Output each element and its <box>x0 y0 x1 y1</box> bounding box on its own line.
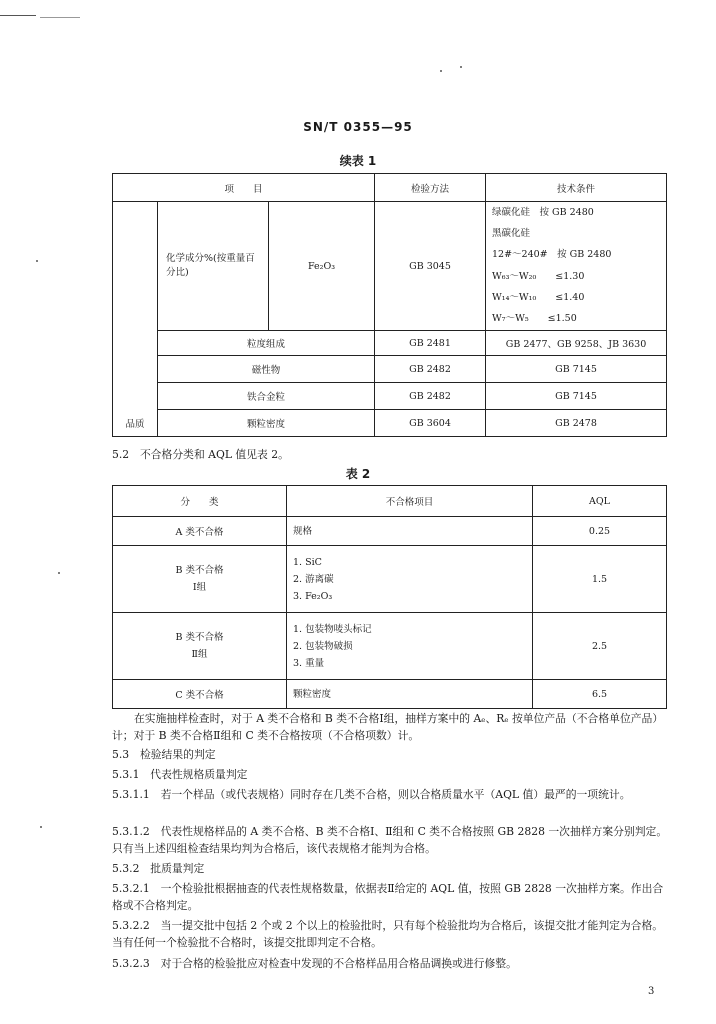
section-5-3-2: 5.3.2 批质量判定 <box>112 862 205 875</box>
row-item: 磁性物 <box>158 356 375 383</box>
row-item: 颗粒密度 <box>158 410 375 437</box>
nonconformity-item: 1. 包装物唛头标记 <box>293 623 372 635</box>
class-label: A 类不合格 <box>113 517 287 546</box>
aql-value: 1.5 <box>533 546 667 613</box>
header-items: 不合格项目 <box>287 486 533 517</box>
nonconformity-item: 3. Fe₂O₃ <box>293 590 333 602</box>
scan-dot-artifact <box>40 826 42 828</box>
table2-caption: 表 2 <box>345 467 371 481</box>
inspection-table <box>112 173 667 437</box>
table-row <box>113 410 667 437</box>
nonconformity-items <box>287 613 533 680</box>
header-class: 分 类 <box>113 486 287 517</box>
tech-line: 绿碳化硅 按 GB 2480 <box>492 207 594 218</box>
table-row <box>113 680 667 709</box>
nonconformity-item: 3. 重量 <box>293 657 325 669</box>
tech-line: W₇～W₅ ≤1.50 <box>492 312 577 324</box>
tech-line: W₁₄～W₁₀ ≤1.40 <box>492 291 585 303</box>
class-label <box>113 613 287 680</box>
row-spec: GB 7145 <box>486 356 667 383</box>
scan-line-artifact <box>0 15 36 16</box>
header-item: 项 目 <box>113 174 375 202</box>
table-row <box>113 202 667 331</box>
aql-value: 0.25 <box>533 517 667 546</box>
table-row <box>113 546 667 613</box>
row-spec: GB 7145 <box>486 383 667 410</box>
table1-caption: 续表 1 <box>339 154 377 168</box>
nonconformity-item: 规格 <box>287 517 533 546</box>
nonconformity-items <box>287 546 533 613</box>
paragraph-5-3-2-3: 5.3.2.3 对于合格的检验批应对检查中发现的不合格样品用合格品调换或进行修整。 <box>112 957 517 970</box>
table-row <box>113 517 667 546</box>
nonconformity-item: 颗粒密度 <box>287 680 533 709</box>
row-spec: GB 2478 <box>486 410 667 437</box>
class-label: C 类不合格 <box>113 680 287 709</box>
header-method: 检验方法 <box>375 174 486 202</box>
paragraph-5-3-1-1: 5.3.1.1 若一个样品（或代表规格）同时存在几类不合格，则以合格质量水平（AQL 值）最严的一项统计。 <box>112 788 631 801</box>
nonconformity-item: 1. SiC <box>293 556 322 568</box>
table-row <box>113 383 667 410</box>
chem-item: Fe₂O₃ <box>269 202 375 331</box>
scan-dot-artifact <box>58 572 60 574</box>
row-item: 粒度组成 <box>158 331 375 356</box>
row-item: 铁合金粒 <box>158 383 375 410</box>
paragraph-sampling: 在实施抽样检查时，对于 A 类不合格和 B 类不合格Ⅰ组，抽样方案中的 Aₑ、Rₑ 按单位产品（不合格单位产品）计；对于 B 类不合格Ⅱ组和 C 类不合格按项（不合格项数）计。 <box>112 712 664 742</box>
group-label: 品质 <box>113 202 158 437</box>
row-method: GB 2482 <box>375 383 486 410</box>
class-name: B 类不合格 <box>175 565 224 576</box>
row-spec: GB 2477、GB 9258、JB 3630 <box>486 331 667 356</box>
class-group: Ⅱ组 <box>191 649 208 660</box>
table-row <box>113 331 667 356</box>
scan-line-artifact <box>40 17 80 18</box>
scan-dot-artifact <box>460 66 462 68</box>
section-5-3: 5.3 检验结果的判定 <box>112 748 216 761</box>
nonconformity-item: 2. 游离碳 <box>293 573 334 585</box>
aql-value: 2.5 <box>533 613 667 680</box>
class-name: B 类不合格 <box>175 632 224 643</box>
chem-method: GB 3045 <box>375 202 486 331</box>
document-code: SN/T 0355—95 <box>303 120 413 134</box>
scan-dot-artifact <box>440 70 442 72</box>
chem-label: 化学成分%(按重量百分比) <box>158 202 269 331</box>
aql-value: 6.5 <box>533 680 667 709</box>
row-method: GB 2481 <box>375 331 486 356</box>
table-header-row <box>113 486 667 517</box>
page-number: 3 <box>648 986 655 997</box>
tech-line: 12#～240# 按 GB 2480 <box>492 249 612 261</box>
paragraph-5-3-2-2: 5.3.2.2 当一提交批中包括 2 个或 2 个以上的检验批时，只有每个检验批均为合格后，该提交批才能判定为合格。当有任何一个检验批不合格时，该提交批即判定不合格。 <box>112 919 664 949</box>
aql-table <box>112 485 667 709</box>
row-method: GB 2482 <box>375 356 486 383</box>
tech-line: W₆₃～W₂₀ ≤1.30 <box>492 270 585 282</box>
section-5-3-1: 5.3.1 代表性规格质量判定 <box>112 768 248 781</box>
paragraph-5-3-1-2: 5.3.1.2 代表性规格样品的 A 类不合格、B 类不合格Ⅰ、Ⅱ组和 C 类不合格按照 GB 2828 一次抽样方案分别判定。只有当上述四组检查结果均判为合格后，该代表规格才能判为合格。 <box>112 825 668 855</box>
row-method: GB 3604 <box>375 410 486 437</box>
table-row <box>113 613 667 680</box>
table-header-row <box>113 174 667 202</box>
scan-dot-artifact <box>36 260 38 262</box>
table-row <box>113 356 667 383</box>
nonconformity-item: 2. 包装物破损 <box>293 640 353 652</box>
class-group: Ⅰ组 <box>192 582 207 593</box>
paragraph-5-3-2-1: 5.3.2.1 一个检验批根据抽查的代表性规格数量，依据表Ⅱ给定的 AQL 值，按照 GB 2828 一次抽样方案。作出合格或不合格判定。 <box>112 882 664 912</box>
header-aql: AQL <box>533 486 667 517</box>
header-spec: 技术条件 <box>486 174 667 202</box>
tech-conditions <box>486 202 667 331</box>
tech-line: 黑碳化硅 <box>492 228 531 240</box>
class-label <box>113 546 287 613</box>
section-5-2: 5.2 不合格分类和 AQL 值见表 2。 <box>112 448 289 461</box>
